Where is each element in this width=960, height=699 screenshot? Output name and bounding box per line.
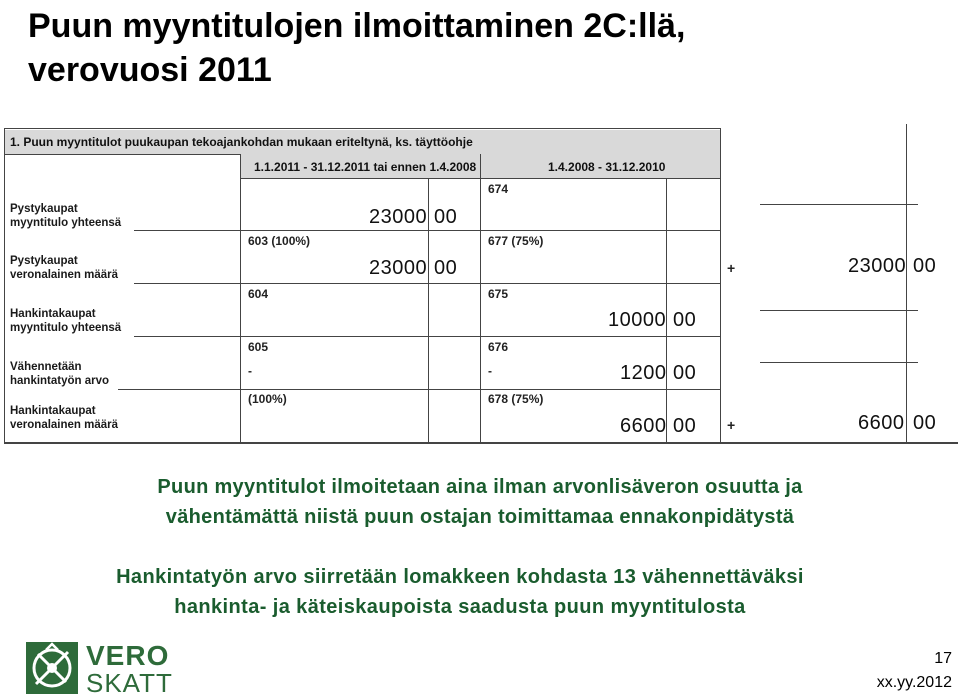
col2-header: 1.4.2008 - 31.12.2010 [548, 160, 666, 174]
cents-hankintakaupat-veronalainen: 00 [673, 415, 697, 437]
value-hankintakaupat-myyntitulo: 10000 [608, 309, 667, 331]
row-label-3: Hankintakaupat myyntitulo yhteensä [10, 308, 122, 334]
label-underline-3 [134, 336, 240, 337]
code-677: 677 (75%) [488, 234, 544, 248]
form-top-border [4, 128, 720, 129]
title-line-2: verovuosi 2011 [28, 51, 272, 89]
total-pystykaupat: 23000 [848, 255, 907, 277]
total-pystykaupat-cents: 00 [913, 255, 937, 277]
minus-sign-2: - [488, 364, 492, 378]
title-line-1: Puun myyntitulojen ilmoittaminen 2C:llä, [28, 7, 686, 45]
row-line-4 [240, 389, 720, 390]
total-hankintakaupat: 6600 [858, 412, 905, 434]
col1-header: 1.1.2011 - 31.12.2011 tai ennen 1.4.2008 [254, 160, 477, 174]
minus-sign-1: - [248, 364, 252, 378]
col3-line-2 [760, 310, 918, 311]
label-underline-1 [134, 230, 240, 231]
row-line-3 [240, 336, 720, 337]
row-label-5: Hankintakaupat veronalainen määrä [10, 405, 119, 431]
tax-form-excerpt [0, 124, 960, 446]
value-hankintakaupat-veronalainen: 6600 [620, 415, 667, 437]
value-hankintatyon-arvo: 1200 [620, 362, 667, 384]
col3-line-3 [760, 362, 918, 363]
col1-cent-line [428, 178, 429, 444]
plus-sign-1: + [727, 260, 736, 276]
note-hankintatyo-line-1: Hankintatyön arvo siirretään lomakkeen kohdasta 13 vähennettäväksi [116, 566, 804, 588]
row-line-2 [240, 283, 720, 284]
form-left-border [4, 128, 5, 444]
row-label-2: Pystykaupat veronalainen määrä [10, 255, 119, 281]
row-label-1: Pystykaupat myyntitulo yhteensä [10, 203, 122, 229]
footer-date: xx.yy.2012 [876, 674, 952, 691]
value-pystykaupat-veronalainen: 23000 [369, 257, 428, 279]
code-604: 604 [248, 287, 269, 301]
code-674: 674 [488, 182, 509, 196]
logo-word-skatt: SKATT [86, 668, 173, 698]
cents-pystykaupat-veronalainen: 00 [434, 257, 458, 279]
note-hankintatyo-line-2: hankinta- ja käteiskaupoista saadusta puun myyntitulosta [174, 596, 746, 618]
logo-word-vero: VERO [86, 640, 170, 671]
form-bottom-border [4, 442, 958, 444]
label-underline-2 [134, 283, 240, 284]
label-underline-4 [118, 389, 240, 390]
code-605: 605 [248, 340, 269, 354]
row-label-4: Vähennetään hankintatyön arvo [10, 361, 110, 387]
vero-skatt-logo [26, 640, 194, 698]
row-line-1 [240, 230, 720, 231]
code-676: 676 [488, 340, 509, 354]
section-heading: 1. Puun myyntitulot puukaupan tekoajankohdan mukaan eriteltynä, ks. täyttöohje [10, 135, 473, 149]
col3-line-1 [760, 204, 918, 205]
plus-sign-2: + [727, 417, 736, 433]
code-603: 603 (100%) [248, 234, 311, 248]
code-678: 678 (75%) [488, 392, 544, 406]
col3-left-line [720, 128, 721, 444]
cents-hankintatyon-arvo: 00 [673, 362, 697, 384]
col2-cent-line [666, 178, 667, 444]
page-title [28, 4, 685, 92]
note-vat-line-2: vähentämättä niistä puun ostajan toimittamaa ennakonpidätystä [165, 506, 795, 528]
value-pystykaupat-myyntitulo: 23000 [369, 206, 428, 228]
page-number: 17 [934, 650, 952, 667]
cents-pystykaupat-myyntitulo: 00 [434, 206, 458, 228]
code-100-percent: (100%) [248, 392, 287, 406]
col1-left-line [240, 154, 241, 444]
code-675: 675 [488, 287, 509, 301]
note-vat-line-1: Puun myyntitulot ilmoitetaan aina ilman arvonlisäveron osuutta ja [157, 476, 803, 498]
col3-cent-line [906, 124, 907, 444]
col2-left-line [480, 154, 481, 444]
total-hankintakaupat-cents: 00 [913, 412, 937, 434]
cents-hankintakaupat-myyntitulo: 00 [673, 309, 697, 331]
